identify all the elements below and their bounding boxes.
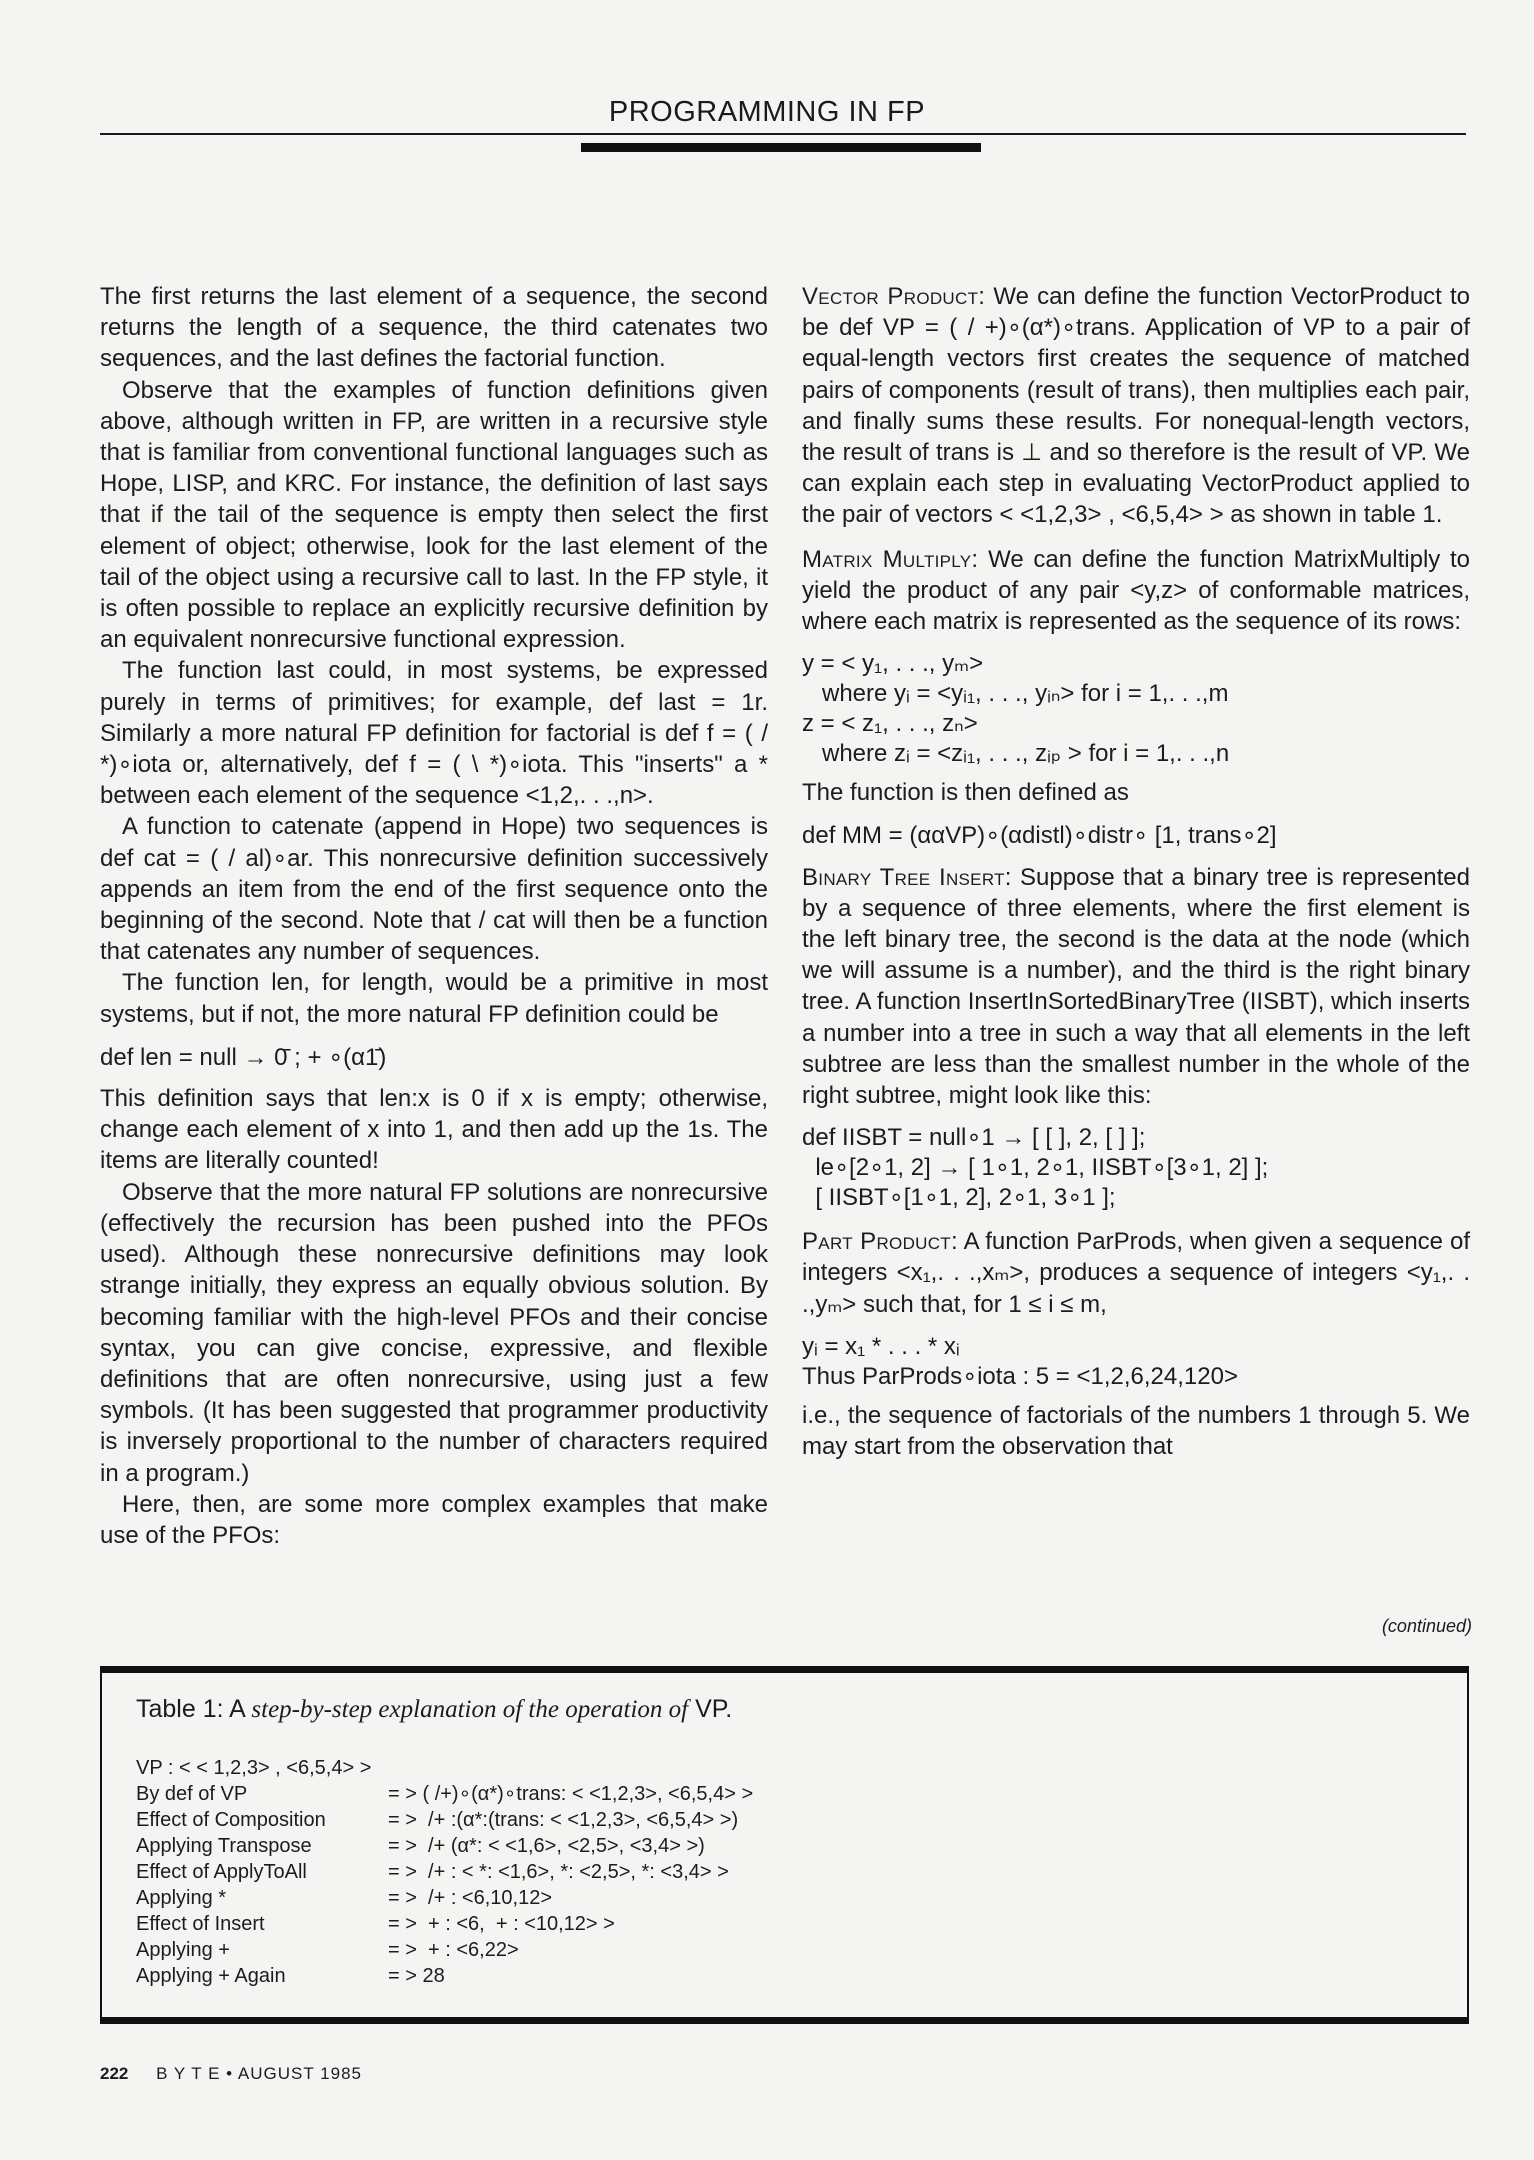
math-line: yᵢ = x₁ * . . . * xᵢ bbox=[802, 1332, 960, 1360]
section-binary-tree-insert bbox=[802, 862, 1470, 1112]
section-heading: Binary Tree Insert: bbox=[802, 863, 1012, 891]
step-value: = > + : <6,22> bbox=[388, 1939, 519, 1961]
table-caption-suffix: VP. bbox=[695, 1695, 733, 1723]
paragraph: This definition says that len:x is 0 if x is empty; otherwise, change each element of x into 1, and then add up the 1s. The items are literally counted! bbox=[100, 1085, 768, 1175]
paragraph: The function last could, in most systems, be expressed purely in terms of primitives; for example, def last = 1r. Similarly a more natural FP definition for factorial is def f = ( / *)∘iota or, alternatively, def f = ( \ *)∘iota. This "inserts" a * between each element of the sequence <1,2,. . .,n>. bbox=[100, 657, 768, 810]
paragraph: The first returns the last element of a sequence, the second returns the length of a sequence, the third catenates two sequences, and the last defines the factorial function. bbox=[100, 283, 768, 373]
paragraph: Observe that the examples of function definitions given above, although written in FP, are written in a recursive style that is familiar from conventional functional languages such as Hope, LISP, and KRC. For instance, the definition of last says that if the tail of the sequence is empty then select the first element of object; otherwise, look for the last element of the tail of the object using a recursive call to last. In the FP style, it is often possible to replace an explicitly recursive definition by an equivalent nonrecursive functional expression. bbox=[100, 376, 768, 654]
paragraph: A function to catenate (append in Hope) two sequences is def cat = ( / al)∘ar. This nonrecursive definition successively appends an item from the end of the first sequence onto the beginning of the second. Note that / cat will then be a function that catenates any number of sequences. bbox=[100, 813, 768, 966]
header-rule-thick bbox=[581, 143, 981, 152]
code-line: [ IISBT∘[1∘1, 2], 2∘1, 3∘1 ]; bbox=[802, 1184, 1116, 1212]
table-caption-prefix: A bbox=[229, 1695, 245, 1723]
len-definition: def len = null → 0̄ ; + ∘(α1̄) bbox=[100, 1043, 387, 1071]
table-caption-italic: step-by-step explanation of the operation of bbox=[251, 1696, 689, 1723]
math-line: where yᵢ = <yᵢ₁, . . ., yᵢₙ> for i = 1,. . .,m bbox=[802, 680, 1229, 708]
running-header: PROGRAMMING IN FP bbox=[608, 96, 926, 128]
table-row bbox=[136, 1807, 753, 1833]
left-column bbox=[100, 281, 768, 1551]
step-value: = > /+ :(α*:(trans: < <1,2,3>, <6,5,4> >) bbox=[388, 1809, 739, 1831]
paragraph: Here, then, are some more complex examples that make use of the PFOs: bbox=[100, 1490, 768, 1549]
matrix-math bbox=[802, 649, 1470, 769]
mm-definition: def MM = (ααVP)∘(αdistl)∘distr∘ [1, trans∘2] bbox=[802, 822, 1277, 850]
table-row bbox=[136, 1963, 753, 1989]
table-row bbox=[136, 1859, 753, 1885]
step-value: = > + : <6, + : <10,12> > bbox=[388, 1913, 615, 1935]
section-heading: Vector Product: bbox=[802, 283, 986, 310]
step-label: Applying + bbox=[136, 1939, 230, 1961]
step-label: Effect of Insert bbox=[136, 1913, 265, 1935]
table-row bbox=[136, 1911, 753, 1937]
table-first-line: VP : < < 1,2,3> , <6,5,4> > bbox=[136, 1757, 372, 1779]
step-value: = > ( /+)∘(α*)∘trans: < <1,2,3>, <6,5,4> > bbox=[388, 1783, 754, 1805]
table-row bbox=[136, 1781, 753, 1807]
table-1-box bbox=[100, 1666, 1469, 2024]
paragraph: i.e., the sequence of factorials of the numbers 1 through 5. We may start from the observation that bbox=[802, 1401, 1470, 1461]
table-row bbox=[136, 1937, 753, 1963]
math-line: Thus ParProds∘iota : 5 = <1,2,6,24,120> bbox=[802, 1362, 1238, 1390]
paragraph: Observe that the more natural FP solutions are nonrecursive (effectively the recursion has been pushed into the PFOs used). Although these nonrecursive definitions may look strange initially, they express an equally obvious solution. By becoming familiar with the high-level PFOs and their concise syntax, you can give concise, expressive, and flexible definitions that are often nonrecursive, using just a few symbols. (It has been suggested that programmer productivity is inversely proportional to the number of characters required in a program.) bbox=[100, 1178, 768, 1487]
step-label: Effect of Composition bbox=[136, 1809, 326, 1831]
section-heading: Matrix Multiply: bbox=[802, 545, 979, 573]
step-label: By def of VP bbox=[136, 1783, 248, 1805]
paragraph: The function is then defined as bbox=[802, 779, 1129, 807]
math-line: y = < y₁, . . ., yₘ> bbox=[802, 650, 984, 678]
step-label: Applying Transpose bbox=[136, 1835, 312, 1857]
page-number: 222 bbox=[100, 2064, 129, 2083]
step-value: = > /+ : <6,10,12> bbox=[388, 1887, 553, 1909]
section-text: A function ParProds, when given a sequence of integers <x₁,. . .,xₘ>, produces a sequence of integers <y₁,. . .,yₘ> such that, for 1 ≤ i ≤ m, bbox=[802, 1228, 1471, 1318]
table-caption-label: Table 1: bbox=[136, 1695, 224, 1723]
step-value: = > 28 bbox=[388, 1965, 445, 1987]
section-heading: Part Product: bbox=[802, 1228, 958, 1256]
paragraph: The function len, for length, would be a primitive in most systems, but if not, the more natural FP definition could be bbox=[100, 969, 768, 1028]
table-lines bbox=[136, 1755, 753, 1989]
step-label: Applying + Again bbox=[136, 1965, 286, 1987]
table-row bbox=[136, 1833, 753, 1859]
section-vector-product bbox=[802, 281, 1470, 531]
parprods-math bbox=[802, 1332, 1470, 1392]
step-label: Applying * bbox=[136, 1887, 227, 1909]
page-footer bbox=[100, 2064, 362, 2084]
step-value: = > /+ : < *: <1,6>, *: <2,5>, *: <3,4> > bbox=[388, 1861, 729, 1883]
math-line: where zᵢ = <zᵢ₁, . . ., zᵢₚ > for i = 1,. . .,n bbox=[802, 740, 1230, 768]
section-matrix-multiply bbox=[802, 544, 1470, 638]
code-line: le∘[2∘1, 2] → [ 1∘1, 2∘1, IISBT∘[3∘1, 2] ]; bbox=[802, 1154, 1269, 1182]
section-text: Suppose that a binary tree is represented by a sequence of three elements, where the first element is the left binary tree, the second is the data at the node (which we will assume is a number), and the third is the right binary tree. A function InsertInSortedBinaryTree (IISBT), which inserts a number into a tree in such a way that all elements in the left subtree are less than the smallest number in the whole of the right subtree, might look like this: bbox=[802, 863, 1470, 1110]
right-column bbox=[802, 281, 1470, 1462]
section-text: We can define the function MatrixMultiply to yield the product of any pair <y,z> of conformable matrices, where each matrix is represented as the sequence of its rows: bbox=[802, 545, 1471, 636]
table-caption bbox=[136, 1695, 732, 1724]
step-value: = > /+ (α*: < <1,6>, <2,5>, <3,4> >) bbox=[388, 1835, 705, 1857]
header-rule-thin bbox=[100, 133, 1466, 135]
continued-note: (continued) bbox=[1381, 1616, 1472, 1636]
section-part-product bbox=[802, 1226, 1470, 1320]
iisbt-code bbox=[802, 1123, 1470, 1213]
math-line: z = < z₁, . . ., zₙ> bbox=[802, 710, 978, 738]
publication-line: B Y T E • AUGUST 1985 bbox=[156, 2064, 362, 2083]
section-text: We can define the function VectorProduct to be def VP = ( / +)∘(α*)∘trans. Application of VP to a pair of equal-length vectors first creates the sequence of matched pairs of components (result of trans), then multiplies each pair, and finally sums these results. For nonequal-length vectors, the result of trans is ⊥ and so therefore is the result of VP. We can explain each step in evaluating VectorProduct applied to the pair of vectors < <1,2,3> , <6,5,4> > as shown in table 1. bbox=[802, 283, 1470, 529]
table-row bbox=[136, 1885, 753, 1911]
step-label: Effect of ApplyToAll bbox=[136, 1861, 307, 1883]
code-line: def IISBT = null∘1 → [ [ ], 2, [ ] ]; bbox=[802, 1124, 1146, 1152]
